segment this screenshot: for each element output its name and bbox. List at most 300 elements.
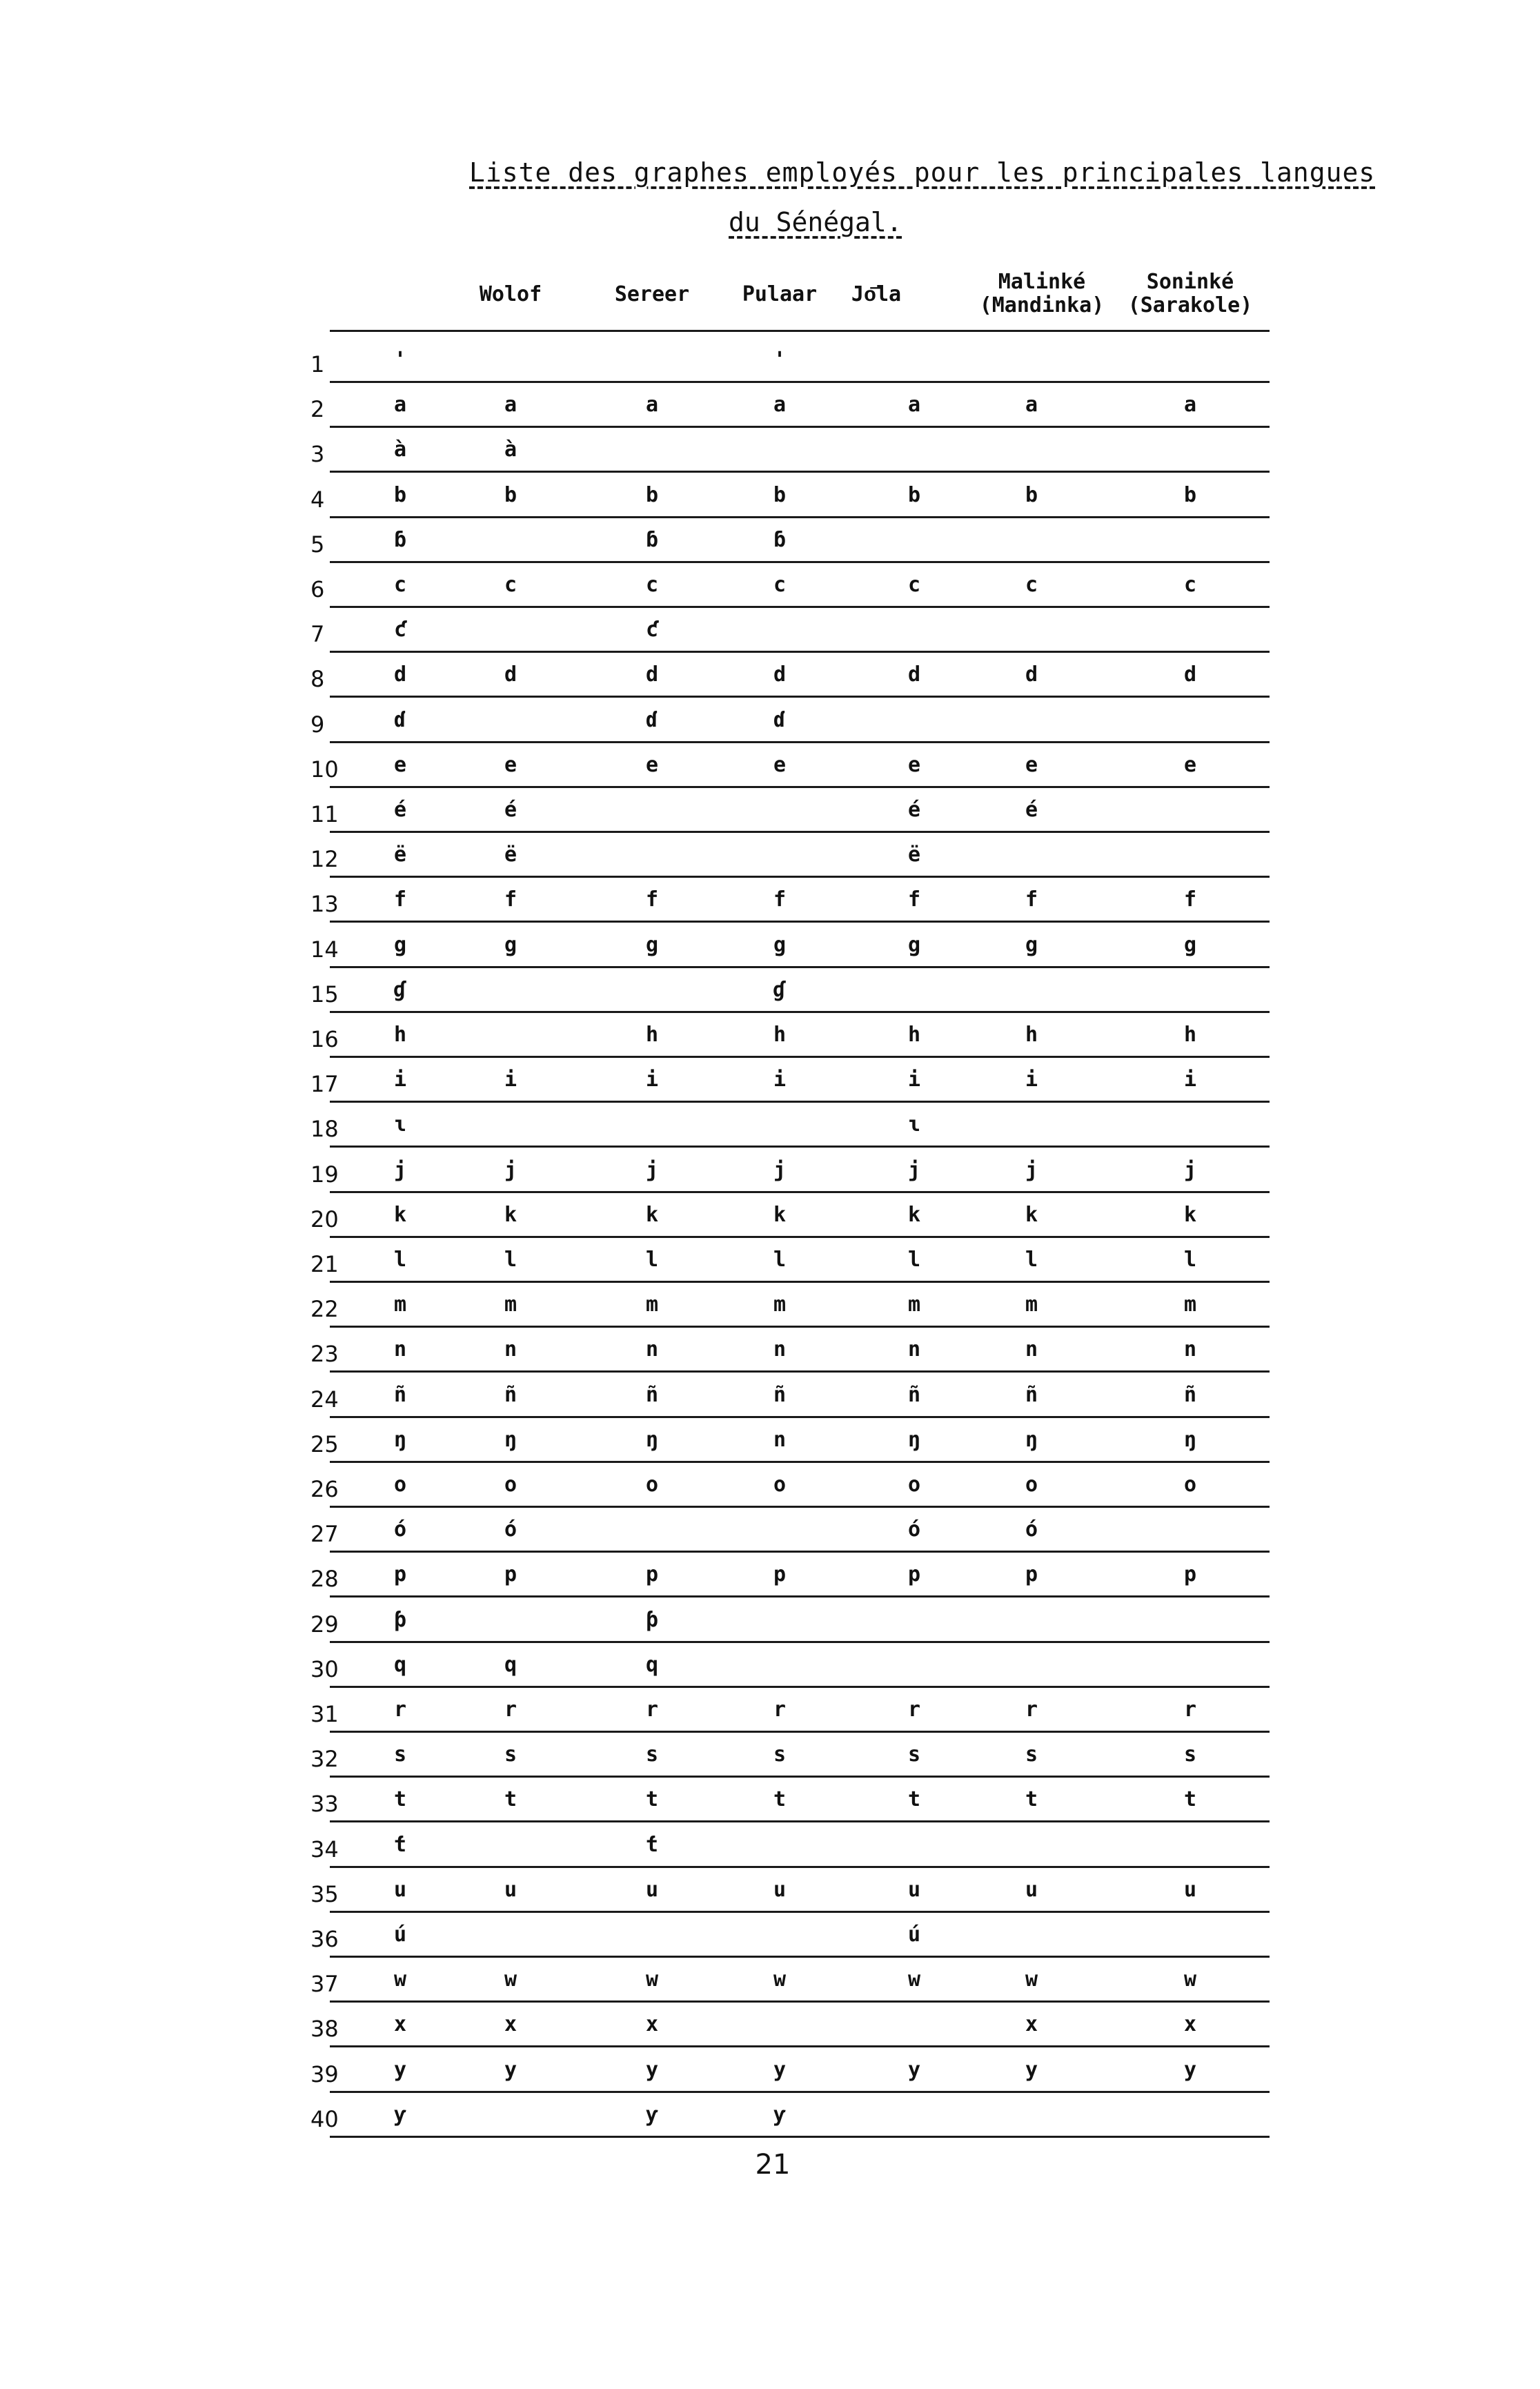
grapheme-cell: f xyxy=(1183,887,1197,912)
grapheme-cell: ñ xyxy=(645,1382,659,1407)
grapheme-cell: x xyxy=(1025,2012,1038,2037)
row-rule xyxy=(330,1011,1270,1013)
grapheme-cell: f xyxy=(773,887,787,912)
grapheme-cell: i xyxy=(504,1068,517,1092)
row-number: 34 xyxy=(310,1836,339,1862)
grapheme-cell: t xyxy=(1025,1787,1038,1812)
grapheme-cell: ó xyxy=(1025,1517,1038,1542)
grapheme-cell: ƥ xyxy=(393,1607,407,1632)
row-number: 5 xyxy=(310,531,325,558)
grapheme-cell: s xyxy=(504,1742,517,1767)
grapheme-cell: o xyxy=(393,1473,407,1497)
row-rule xyxy=(330,1416,1270,1418)
grapheme-cell: d xyxy=(1025,662,1038,687)
row-number: 38 xyxy=(310,2016,339,2043)
row-number: 1 xyxy=(310,351,325,377)
grapheme-cell: h xyxy=(1025,1023,1038,1047)
row-number: 9 xyxy=(310,711,325,738)
grapheme-cell: l xyxy=(907,1248,921,1272)
row-rule xyxy=(330,606,1270,608)
grapheme-cell: r xyxy=(645,1698,659,1722)
row-rule xyxy=(330,1641,1270,1643)
column-header-pulaar: Pulaar xyxy=(742,282,818,306)
grapheme-cell: c xyxy=(907,573,921,597)
grapheme-cell: y xyxy=(907,2057,921,2082)
grapheme-cell: f xyxy=(645,887,659,912)
grapheme-cell: c xyxy=(645,573,659,597)
grapheme-cell: y xyxy=(1183,2057,1197,2082)
column-header-jola: Jo͞la xyxy=(851,282,902,306)
grapheme-cell: e xyxy=(504,752,517,777)
grapheme-cell: ɓ xyxy=(645,527,659,552)
grapheme-cell: ɗ xyxy=(773,707,787,732)
row-rule xyxy=(330,1281,1270,1283)
grapheme-cell: é xyxy=(504,798,517,822)
grapheme-cell: o xyxy=(907,1473,921,1497)
grapheme-cell: u xyxy=(645,1877,659,1902)
row-rule xyxy=(330,1101,1270,1103)
grapheme-cell: e xyxy=(1183,752,1197,777)
row-rule xyxy=(330,1191,1270,1193)
row-rule xyxy=(330,831,1270,833)
row-number: 28 xyxy=(310,1566,339,1593)
grapheme-cell: f xyxy=(1025,887,1038,912)
grapheme-cell: w xyxy=(907,1967,921,1992)
grapheme-cell: r xyxy=(393,1698,407,1722)
grapheme-cell: ñ xyxy=(504,1382,517,1407)
grapheme-cell: ɠ xyxy=(393,977,407,1002)
grapheme-cell: r xyxy=(1183,1698,1197,1722)
row-number: 4 xyxy=(310,486,325,513)
row-rule xyxy=(330,696,1270,698)
grapheme-cell: j xyxy=(393,1157,407,1182)
row-number: 25 xyxy=(310,1431,339,1457)
grapheme-cell: ƭ xyxy=(645,1832,659,1857)
grapheme-cell: b xyxy=(393,482,407,507)
grapheme-cell: h xyxy=(907,1023,921,1047)
grapheme-cell: c xyxy=(1025,573,1038,597)
grapheme-cell: g xyxy=(773,932,787,957)
grapheme-cell: n xyxy=(907,1337,921,1362)
document-title: Liste des graphes employés pour les principales langues xyxy=(469,157,1376,188)
row-number: 32 xyxy=(310,1746,339,1773)
header-rule xyxy=(330,330,1270,332)
grapheme-cell: g xyxy=(393,932,407,957)
grapheme-cell: g xyxy=(1025,932,1038,957)
grapheme-cell: ë xyxy=(504,843,517,867)
row-number: 6 xyxy=(310,576,325,602)
grapheme-cell: m xyxy=(1183,1292,1197,1317)
row-rule xyxy=(330,471,1270,473)
grapheme-cell: y xyxy=(504,2057,517,2082)
grapheme-cell: c xyxy=(773,573,787,597)
grapheme-cell: c xyxy=(504,573,517,597)
grapheme-cell: s xyxy=(645,1742,659,1767)
grapheme-cell: m xyxy=(504,1292,517,1317)
grapheme-cell: o xyxy=(504,1473,517,1497)
grapheme-cell: r xyxy=(773,1698,787,1722)
grapheme-cell: é xyxy=(393,798,407,822)
row-number: 3 xyxy=(310,441,325,468)
row-number: 20 xyxy=(310,1206,339,1232)
grapheme-cell: s xyxy=(1183,1742,1197,1767)
grapheme-cell: d xyxy=(393,662,407,687)
grapheme-cell: d xyxy=(1183,662,1197,687)
grapheme-cell: k xyxy=(907,1202,921,1227)
row-number: 19 xyxy=(310,1161,339,1188)
row-number: 40 xyxy=(310,2105,339,2132)
grapheme-cell: h xyxy=(393,1023,407,1047)
row-number: 12 xyxy=(310,846,339,873)
row-rule xyxy=(330,2045,1270,2047)
grapheme-cell: x xyxy=(393,2012,407,2037)
grapheme-cell: k xyxy=(1025,1202,1038,1227)
grapheme-cell: b xyxy=(907,482,921,507)
row-rule xyxy=(330,426,1270,428)
column-header-malinke: Malinké (Mandinka) xyxy=(979,270,1105,317)
grapheme-cell: k xyxy=(393,1202,407,1227)
grapheme-cell: j xyxy=(645,1157,659,1182)
grapheme-cell: m xyxy=(907,1292,921,1317)
row-rule xyxy=(330,1686,1270,1688)
grapheme-cell: n xyxy=(504,1337,517,1362)
row-rule xyxy=(330,2136,1270,2138)
row-number: 22 xyxy=(310,1296,339,1323)
grapheme-cell: l xyxy=(504,1248,517,1272)
grapheme-cell: u xyxy=(504,1877,517,1902)
grapheme-cell: f xyxy=(504,887,517,912)
grapheme-cell: ñ xyxy=(773,1382,787,1407)
grapheme-cell: n xyxy=(393,1337,407,1362)
grapheme-cell: ŋ xyxy=(393,1427,407,1452)
grapheme-cell: q xyxy=(393,1652,407,1677)
grapheme-cell: m xyxy=(773,1292,787,1317)
row-number: 7 xyxy=(310,621,325,648)
grapheme-cell: u xyxy=(393,1877,407,1902)
grapheme-cell: l xyxy=(645,1248,659,1272)
grapheme-cell: a xyxy=(393,393,407,417)
grapheme-cell: e xyxy=(1025,752,1038,777)
row-rule xyxy=(330,876,1270,878)
grapheme-cell: l xyxy=(773,1248,787,1272)
grapheme-cell: n xyxy=(773,1427,787,1452)
grapheme-cell: i xyxy=(1025,1068,1038,1092)
grapheme-cell: t xyxy=(907,1787,921,1812)
grapheme-cell: b xyxy=(645,482,659,507)
grapheme-cell: g xyxy=(645,932,659,957)
row-rule xyxy=(330,1326,1270,1328)
grapheme-cell: a xyxy=(907,393,921,417)
grapheme-cell: e xyxy=(645,752,659,777)
grapheme-cell: ŋ xyxy=(907,1427,921,1452)
grapheme-cell: k xyxy=(773,1202,787,1227)
grapheme-cell: u xyxy=(907,1877,921,1902)
row-number: 8 xyxy=(310,666,325,693)
grapheme-cell: h xyxy=(773,1023,787,1047)
grapheme-cell: ƴ xyxy=(393,2102,407,2127)
grapheme-cell: k xyxy=(645,1202,659,1227)
grapheme-cell: k xyxy=(1183,1202,1197,1227)
grapheme-cell: ó xyxy=(504,1517,517,1542)
column-header-wolof: Wolof xyxy=(479,282,542,306)
grapheme-cell: n xyxy=(773,1337,787,1362)
grapheme-cell: ɗ xyxy=(645,707,659,732)
grapheme-cell: t xyxy=(645,1787,659,1812)
grapheme-cell: t xyxy=(504,1787,517,1812)
grapheme-cell: a xyxy=(773,393,787,417)
grapheme-cell: r xyxy=(1025,1698,1038,1722)
grapheme-cell: à xyxy=(504,438,517,462)
row-number: 18 xyxy=(310,1116,339,1143)
grapheme-cell: n xyxy=(1183,1337,1197,1362)
grapheme-cell: ƥ xyxy=(645,1607,659,1632)
grapheme-cell: n xyxy=(645,1337,659,1362)
grapheme-cell: m xyxy=(645,1292,659,1317)
grapheme-cell: ƈ xyxy=(393,618,407,642)
grapheme-cell: s xyxy=(907,1742,921,1767)
column-header-soninke: Soninké (Sarakole) xyxy=(1127,270,1253,317)
grapheme-cell: w xyxy=(1183,1967,1197,1992)
grapheme-cell: é xyxy=(907,798,921,822)
grapheme-cell: l xyxy=(1025,1248,1038,1272)
row-rule xyxy=(330,1551,1270,1553)
row-number: 14 xyxy=(310,936,339,963)
row-rule xyxy=(330,1731,1270,1733)
grapheme-cell: c xyxy=(393,573,407,597)
grapheme-cell: n xyxy=(1025,1337,1038,1362)
row-rule xyxy=(330,561,1270,563)
grapheme-cell: x xyxy=(504,2012,517,2037)
row-number: 31 xyxy=(310,1701,339,1727)
grapheme-cell: p xyxy=(504,1562,517,1587)
grapheme-cell: i xyxy=(645,1068,659,1092)
row-rule xyxy=(330,1146,1270,1148)
grapheme-cell: ñ xyxy=(907,1382,921,1407)
row-number: 10 xyxy=(310,756,339,783)
grapheme-cell: i xyxy=(907,1068,921,1092)
row-rule xyxy=(330,1595,1270,1597)
row-number: 27 xyxy=(310,1521,339,1548)
grapheme-cell: j xyxy=(1183,1157,1197,1182)
grapheme-cell: p xyxy=(907,1562,921,1587)
grapheme-cell: x xyxy=(1183,2012,1197,2037)
grapheme-cell: w xyxy=(1025,1967,1038,1992)
row-rule xyxy=(330,1506,1270,1508)
grapheme-cell: y xyxy=(1025,2057,1038,2082)
row-rule xyxy=(330,1370,1270,1373)
grapheme-cell: d xyxy=(907,662,921,687)
grapheme-cell: l xyxy=(1183,1248,1197,1272)
grapheme-cell: h xyxy=(645,1023,659,1047)
row-rule xyxy=(330,2000,1270,2003)
grapheme-cell: r xyxy=(504,1698,517,1722)
grapheme-cell: ƴ xyxy=(645,2102,659,2127)
row-rule xyxy=(330,966,1270,968)
grapheme-cell: j xyxy=(773,1157,787,1182)
grapheme-cell: i xyxy=(1183,1068,1197,1092)
row-rule xyxy=(330,1820,1270,1822)
row-rule xyxy=(330,651,1270,653)
grapheme-cell: o xyxy=(1025,1473,1038,1497)
grapheme-cell: e xyxy=(393,752,407,777)
row-number: 16 xyxy=(310,1026,339,1052)
row-number: 15 xyxy=(310,981,339,1007)
grapheme-cell: h xyxy=(1183,1023,1197,1047)
grapheme-cell: j xyxy=(1025,1157,1038,1182)
grapheme-cell: f xyxy=(907,887,921,912)
grapheme-cell: ó xyxy=(393,1517,407,1542)
grapheme-cell: é xyxy=(1025,798,1038,822)
grapheme-cell: y xyxy=(393,2057,407,2082)
grapheme-cell: o xyxy=(645,1473,659,1497)
row-rule xyxy=(330,381,1270,383)
row-number: 13 xyxy=(310,891,339,918)
grapheme-cell: b xyxy=(1025,482,1038,507)
grapheme-cell: i xyxy=(773,1068,787,1092)
row-number: 26 xyxy=(310,1476,339,1502)
grapheme-cell: ŋ xyxy=(1025,1427,1038,1452)
grapheme-cell: j xyxy=(504,1157,517,1182)
document-subtitle: du Sénégal. xyxy=(729,207,902,237)
grapheme-cell: s xyxy=(1025,1742,1038,1767)
grapheme-cell: t xyxy=(773,1787,787,1812)
grapheme-cell: m xyxy=(1025,1292,1038,1317)
row-rule xyxy=(330,786,1270,788)
grapheme-cell: k xyxy=(504,1202,517,1227)
grapheme-cell: a xyxy=(645,393,659,417)
grapheme-cell: s xyxy=(393,1742,407,1767)
grapheme-cell: w xyxy=(393,1967,407,1992)
grapheme-cell: a xyxy=(504,393,517,417)
grapheme-cell: y xyxy=(645,2057,659,2082)
grapheme-cell: p xyxy=(645,1562,659,1587)
row-number: 37 xyxy=(310,1971,339,1998)
row-number: 35 xyxy=(310,1880,339,1907)
row-rule xyxy=(330,1056,1270,1058)
row-number: 39 xyxy=(310,2061,339,2087)
grapheme-cell: d xyxy=(773,662,787,687)
row-rule xyxy=(330,1956,1270,1958)
grapheme-cell: b xyxy=(504,482,517,507)
grapheme-cell: ó xyxy=(907,1517,921,1542)
grapheme-cell: ŋ xyxy=(1183,1427,1197,1452)
row-rule xyxy=(330,1866,1270,1868)
row-number: 33 xyxy=(310,1791,339,1818)
grapheme-cell: f xyxy=(393,887,407,912)
row-number: 24 xyxy=(310,1386,339,1413)
row-number: 2 xyxy=(310,396,325,423)
grapheme-cell: ñ xyxy=(393,1382,407,1407)
page-number: 21 xyxy=(755,2149,791,2181)
row-rule xyxy=(330,1236,1270,1238)
grapheme-cell: g xyxy=(907,932,921,957)
row-rule xyxy=(330,921,1270,923)
grapheme-cell: q xyxy=(504,1652,517,1677)
grapheme-cell: ú xyxy=(907,1923,921,1947)
grapheme-cell: ñ xyxy=(1025,1382,1038,1407)
grapheme-cell: u xyxy=(1025,1877,1038,1902)
row-rule xyxy=(330,741,1270,743)
row-rule xyxy=(330,2091,1270,2093)
grapheme-cell: p xyxy=(393,1562,407,1587)
grapheme-cell: ɓ xyxy=(393,527,407,552)
grapheme-cell: ñ xyxy=(1183,1382,1197,1407)
grapheme-cell: w xyxy=(504,1967,517,1992)
grapheme-cell: ' xyxy=(393,348,407,372)
row-number: 23 xyxy=(310,1341,339,1368)
grapheme-cell: o xyxy=(1183,1473,1197,1497)
grapheme-cell: p xyxy=(773,1562,787,1587)
grapheme-cell: a xyxy=(1025,393,1038,417)
grapheme-cell: ƈ xyxy=(645,618,659,642)
grapheme-cell: e xyxy=(773,752,787,777)
grapheme-cell: t xyxy=(393,1787,407,1812)
grapheme-cell: l xyxy=(393,1248,407,1272)
grapheme-cell: t xyxy=(1183,1787,1197,1812)
row-number: 11 xyxy=(310,801,339,827)
row-number: 21 xyxy=(310,1251,339,1277)
row-number: 29 xyxy=(310,1611,339,1638)
grapheme-cell: e xyxy=(907,752,921,777)
grapheme-cell: ƭ xyxy=(393,1832,407,1857)
grapheme-cell: ë xyxy=(907,843,921,867)
grapheme-cell: u xyxy=(773,1877,787,1902)
grapheme-cell: b xyxy=(1183,482,1197,507)
row-rule xyxy=(330,516,1270,518)
grapheme-cell: ɩ xyxy=(393,1112,407,1137)
grapheme-cell: g xyxy=(504,932,517,957)
grapheme-cell: d xyxy=(645,662,659,687)
grapheme-cell: g xyxy=(1183,932,1197,957)
grapheme-cell: w xyxy=(645,1967,659,1992)
grapheme-cell: u xyxy=(1183,1877,1197,1902)
grapheme-cell: j xyxy=(907,1157,921,1182)
row-rule xyxy=(330,1776,1270,1778)
grapheme-cell: ë xyxy=(393,843,407,867)
grapheme-cell: y xyxy=(773,2057,787,2082)
grapheme-cell: p xyxy=(1183,1562,1197,1587)
grapheme-cell: r xyxy=(907,1698,921,1722)
grapheme-cell: ŋ xyxy=(504,1427,517,1452)
grapheme-cell: ɗ xyxy=(393,707,407,732)
row-rule xyxy=(330,1911,1270,1913)
grapheme-cell: ƴ xyxy=(773,2102,787,2127)
grapheme-cell: ɩ xyxy=(907,1112,921,1137)
grapheme-cell: s xyxy=(773,1742,787,1767)
grapheme-cell: p xyxy=(1025,1562,1038,1587)
grapheme-cell: ɓ xyxy=(773,527,787,552)
row-number: 36 xyxy=(310,1926,339,1952)
grapheme-cell: q xyxy=(645,1652,659,1677)
row-rule xyxy=(330,1461,1270,1463)
grapheme-cell: b xyxy=(773,482,787,507)
row-number: 30 xyxy=(310,1655,339,1682)
grapheme-cell: ' xyxy=(773,348,787,372)
grapheme-cell: m xyxy=(393,1292,407,1317)
grapheme-cell: ɠ xyxy=(773,977,787,1002)
grapheme-cell: w xyxy=(773,1967,787,1992)
row-number: 17 xyxy=(310,1071,339,1098)
grapheme-cell: i xyxy=(393,1068,407,1092)
grapheme-cell: à xyxy=(393,438,407,462)
column-header-sereer: Sereer xyxy=(614,282,690,306)
grapheme-cell: o xyxy=(773,1473,787,1497)
grapheme-cell: ŋ xyxy=(645,1427,659,1452)
grapheme-cell: x xyxy=(645,2012,659,2037)
grapheme-cell: ú xyxy=(393,1923,407,1947)
grapheme-cell: a xyxy=(1183,393,1197,417)
grapheme-cell: d xyxy=(504,662,517,687)
